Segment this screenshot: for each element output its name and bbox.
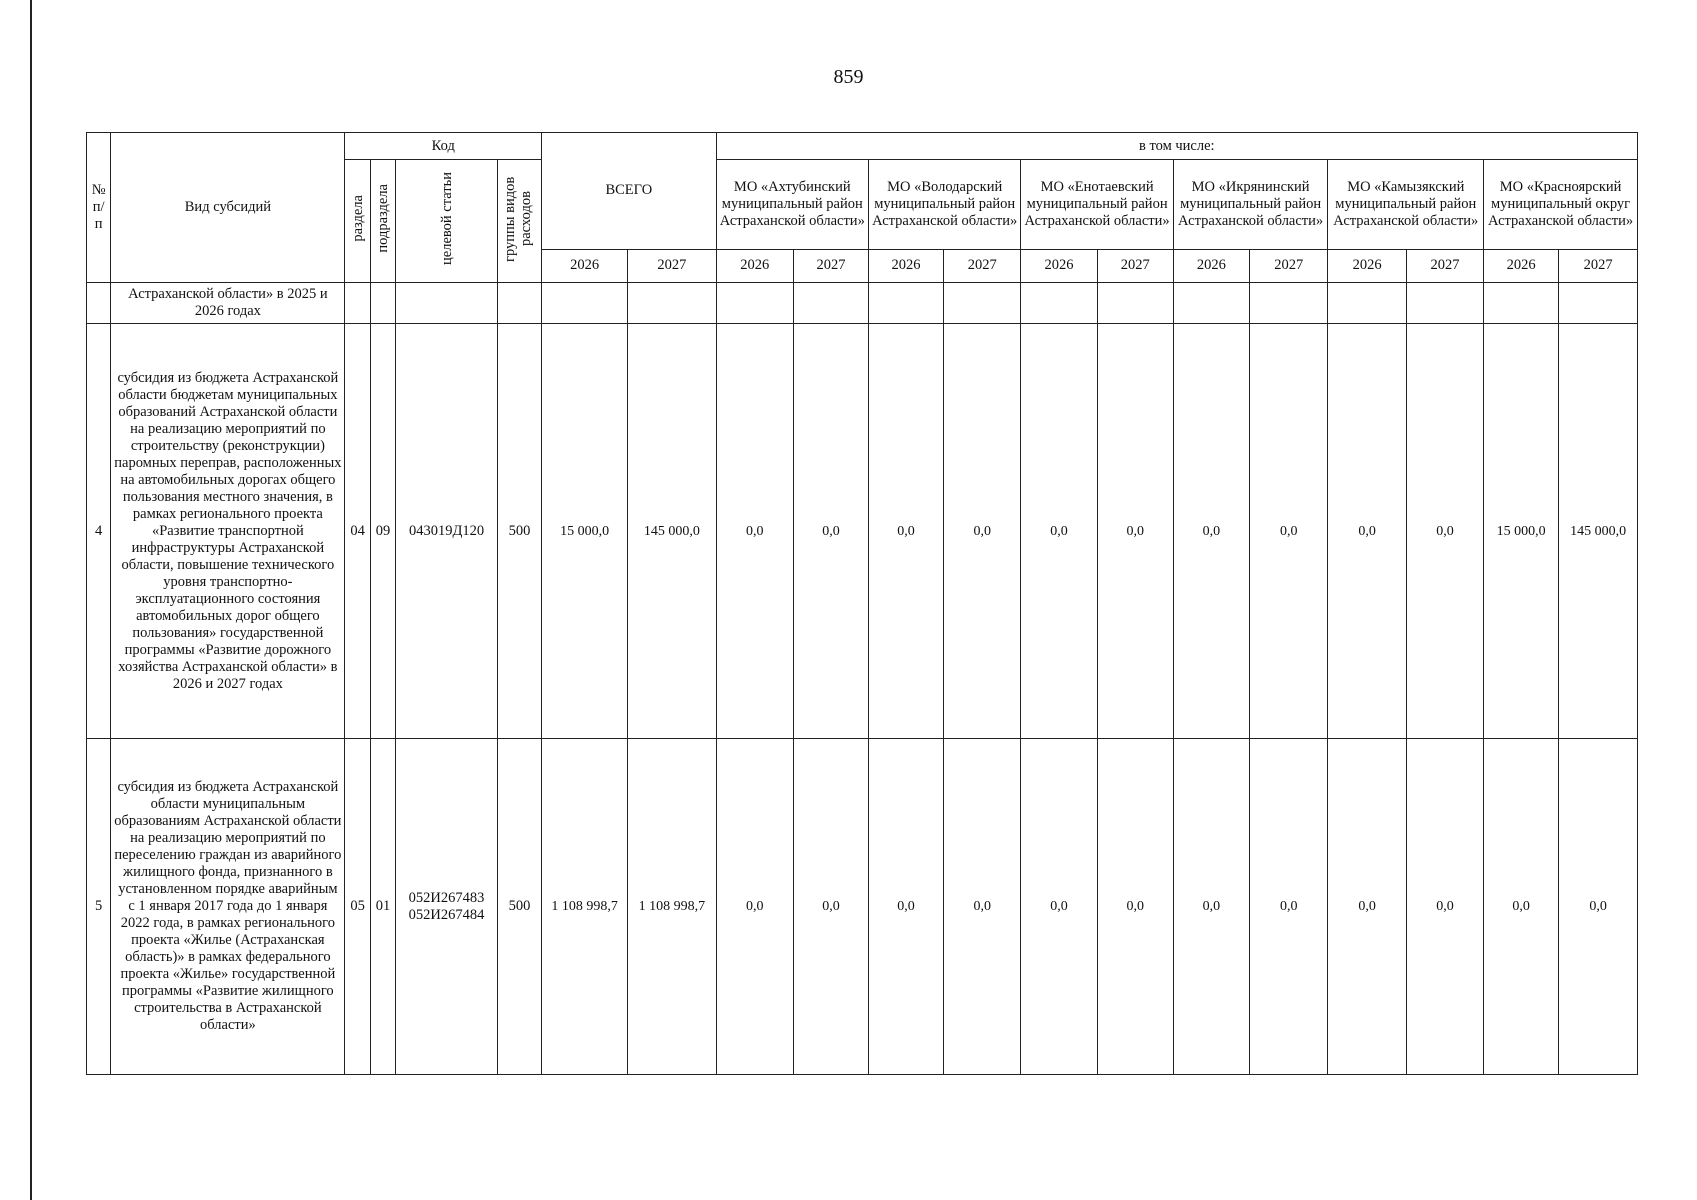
cell-mo5-2027: 0,0 — [1406, 739, 1483, 1075]
header-mo-1: МО «Ахтубинский муниципальный район Астраханской области» — [716, 160, 868, 250]
year-mo2-2027: 2027 — [944, 249, 1021, 282]
cell-mo2-2026: 0,0 — [868, 739, 943, 1075]
header-row-1 — [87, 133, 1638, 160]
cell-razdel: 05 — [345, 739, 370, 1075]
year-vsego-2026: 2026 — [542, 249, 628, 282]
cell-mo5-2027: 0,0 — [1406, 324, 1483, 739]
year-mo4-2027: 2027 — [1250, 249, 1328, 282]
page-number: 859 — [833, 66, 864, 88]
year-mo4-2026: 2026 — [1173, 249, 1249, 282]
cell-empty — [1406, 283, 1483, 324]
cell-mo4-2026: 0,0 — [1173, 324, 1249, 739]
year-vsego-2027: 2027 — [628, 249, 716, 282]
cell-mo6-2027: 0,0 — [1559, 739, 1638, 1075]
cell-mo2-2027: 0,0 — [944, 324, 1021, 739]
cell-mo2-2027: 0,0 — [944, 739, 1021, 1075]
cell-gvr: 500 — [497, 324, 541, 739]
header-kod-gvr: группы видов расходов — [497, 160, 541, 283]
cell-podrazdel: 09 — [370, 324, 395, 739]
cell-empty — [628, 283, 716, 324]
year-mo5-2026: 2026 — [1328, 249, 1406, 282]
year-mo3-2027: 2027 — [1097, 249, 1173, 282]
cell-vsego-2026: 1 108 998,7 — [542, 739, 628, 1075]
cell-mo6-2027: 145 000,0 — [1559, 324, 1638, 739]
cell-mo4-2027: 0,0 — [1250, 324, 1328, 739]
cell-empty — [1328, 283, 1406, 324]
header-mo-3: МО «Енотаевский муниципальный район Астраханской области» — [1021, 160, 1173, 250]
cell-mo6-2026: 0,0 — [1484, 739, 1559, 1075]
cell-mo3-2027: 0,0 — [1097, 324, 1173, 739]
cell-mo1-2026: 0,0 — [716, 739, 793, 1075]
year-mo5-2027: 2027 — [1406, 249, 1483, 282]
year-mo1-2027: 2027 — [793, 249, 868, 282]
cell-empty — [1097, 283, 1173, 324]
cell-mo4-2027: 0,0 — [1250, 739, 1328, 1075]
header-mo-2: МО «Володарский муниципальный район Астраханской области» — [868, 160, 1020, 250]
binding-margin-line — [30, 0, 32, 1200]
cell-mo1-2027: 0,0 — [793, 324, 868, 739]
cell-empty — [1250, 283, 1328, 324]
header-v-tom-chisle: в том числе: — [716, 133, 1637, 160]
cell-empty — [793, 283, 868, 324]
year-mo3-2026: 2026 — [1021, 249, 1097, 282]
table-row-continuation — [87, 283, 1638, 324]
header-kod: Код — [345, 133, 542, 160]
cell-empty — [944, 283, 1021, 324]
cell-desc: субсидия из бюджета Астраханской области муниципальным образованиям Астраханской области на реализацию мероприятий по переселению граждан из аварийного жилищного фонда, признанного в установленном порядке аварийным с 1 января 2017 года до 1 января 2022 года, в рамках регионального проекта «Жилье (Астраханская область)» в рамках федерального проекта «Жилье» государственной программы «Развитие жилищного строительства в Астраханской области» — [111, 739, 345, 1075]
cell-empty — [497, 283, 541, 324]
cell-mo1-2027: 0,0 — [793, 739, 868, 1075]
cell-empty — [1559, 283, 1638, 324]
header-mo-4: МО «Икрянинский муниципальный район Астраханской области» — [1173, 160, 1328, 250]
cell-empty — [868, 283, 943, 324]
cell-no: 4 — [87, 324, 111, 739]
cell-empty — [87, 283, 111, 324]
cell-no: 5 — [87, 739, 111, 1075]
year-mo2-2026: 2026 — [868, 249, 943, 282]
cell-mo3-2026: 0,0 — [1021, 324, 1097, 739]
year-mo6-2027: 2027 — [1559, 249, 1638, 282]
header-kod-cel: целевой статьи — [396, 160, 498, 283]
cell-cel: 052И267483 052И267484 — [396, 739, 498, 1075]
header-kod-podrazdel: подраздела — [370, 160, 395, 283]
cell-vsego-2027: 145 000,0 — [628, 324, 716, 739]
header-mo-6: МО «Красноярский муниципальный округ Астраханской области» — [1484, 160, 1638, 250]
cell-empty — [396, 283, 498, 324]
cell-razdel: 04 — [345, 324, 370, 739]
cell-mo3-2026: 0,0 — [1021, 739, 1097, 1075]
cell-desc-continuation: Астраханской области» в 2025 и 2026 годах — [111, 283, 345, 324]
cell-mo5-2026: 0,0 — [1328, 739, 1406, 1075]
header-no: № п/п — [87, 133, 111, 283]
cell-cel: 043019Д120 — [396, 324, 498, 739]
year-mo1-2026: 2026 — [716, 249, 793, 282]
header-kod-razdel: раздела — [345, 160, 370, 283]
cell-vsego-2026: 15 000,0 — [542, 324, 628, 739]
cell-empty — [1484, 283, 1559, 324]
cell-mo5-2026: 0,0 — [1328, 324, 1406, 739]
table-row — [87, 324, 1638, 739]
header-vid: Вид субсидий — [111, 133, 345, 283]
header-mo-5: МО «Камызякский муниципальный район Астраханской области» — [1328, 160, 1484, 250]
cell-empty — [370, 283, 395, 324]
cell-mo2-2026: 0,0 — [868, 324, 943, 739]
cell-empty — [1021, 283, 1097, 324]
cell-vsego-2027: 1 108 998,7 — [628, 739, 716, 1075]
subsidies-table — [86, 132, 1638, 1075]
cell-empty — [716, 283, 793, 324]
cell-gvr: 500 — [497, 739, 541, 1075]
cell-mo4-2026: 0,0 — [1173, 739, 1249, 1075]
cell-empty — [542, 283, 628, 324]
cell-empty — [345, 283, 370, 324]
cell-podrazdel: 01 — [370, 739, 395, 1075]
cell-empty — [1173, 283, 1249, 324]
header-vsego: ВСЕГО — [542, 133, 717, 250]
cell-mo6-2026: 15 000,0 — [1484, 324, 1559, 739]
table-row — [87, 739, 1638, 1075]
cell-mo3-2027: 0,0 — [1097, 739, 1173, 1075]
cell-mo1-2026: 0,0 — [716, 324, 793, 739]
year-mo6-2026: 2026 — [1484, 249, 1559, 282]
cell-desc: субсидия из бюджета Астраханской области бюджетам муниципальных образований Астраханской области на реализацию мероприятий по строительству (реконструкции) паромных переправ, расположенных на автомобильных дорогах общего пользования местного значения, в рамках регионального проекта «Развитие транспортной инфраструктуры Астраханской области, повышение технического уровня транспортно-эксплуатационного состояния автомобильных дорог общего пользования» государственной программы «Развитие дорожного хозяйства Астраханской области» в 2026 и 2027 годах — [111, 324, 345, 739]
